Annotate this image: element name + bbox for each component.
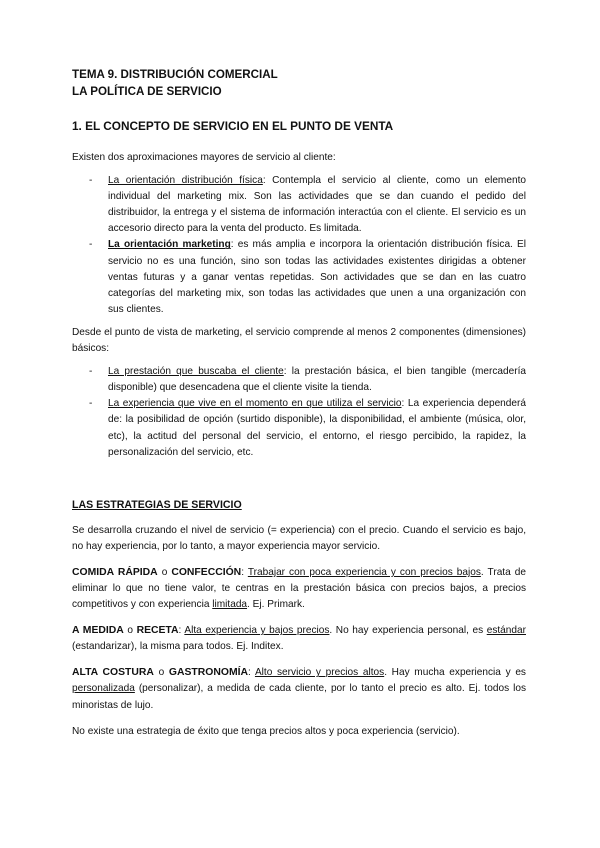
strategy-name: GASTRONOMÍA bbox=[168, 667, 248, 679]
colon: : bbox=[248, 667, 255, 679]
strategy-text: (personalizar), a medida de cada cliente, por lo tanto el precio es alto. Ej. todos los minoristas de lujo. bbox=[72, 683, 526, 711]
strategy-name: COMIDA RÁPIDA bbox=[72, 566, 158, 578]
term-physical-distribution: La orientación distribución física bbox=[108, 175, 263, 187]
term-basic-provision-text: : la prestación básica, el bien tangible (mercadería disponible) que desencadena que el cliente visite la tienda. bbox=[108, 366, 526, 394]
components-intro: Desde el punto de vista de marketing, el servicio comprende al menos 2 componentes (dimensiones) básicos: bbox=[72, 326, 526, 355]
term-marketing-orientation: La orientación marketing bbox=[108, 239, 231, 251]
strategy-fast-food bbox=[72, 565, 526, 613]
strategy-text: . Hay mucha experiencia y es bbox=[384, 667, 526, 679]
underlined-word: estándar bbox=[486, 625, 526, 637]
term-marketing-orientation-text: : es más amplia e incorpora la orientación distribución física. El servicio no es una función, sino son todas las actividades existentes dirigidas a obtener ventas futuras y a ganar ventas repetidas. Son actividades que se dan en las cuatro categorías del marketing mix, son todas las actividades que unen a una organización con sus clientes. bbox=[108, 239, 527, 315]
list-item bbox=[72, 173, 526, 237]
approaches-list bbox=[72, 173, 526, 318]
connector: o bbox=[123, 625, 137, 637]
list-dash: - bbox=[89, 366, 93, 378]
document-page bbox=[72, 66, 526, 740]
term-experience: La experiencia que vive en el momento en que utiliza el servicio bbox=[108, 398, 402, 410]
strategy-text: . Trata de eliminar lo que no tiene valor, te centras en la prestación básica con precios bajos, a precios competitivos y con experiencia bbox=[72, 566, 526, 611]
strategy-description: Alto servicio y precios altos bbox=[254, 667, 385, 679]
list-item bbox=[72, 396, 526, 460]
strategy-name: RECETA bbox=[136, 625, 179, 637]
strategy-description: Alta experiencia y bajos precios bbox=[184, 625, 330, 637]
title-line-1: TEMA 9. DISTRIBUCIÓN COMERCIAL bbox=[72, 68, 278, 81]
document-title bbox=[72, 66, 526, 100]
underlined-word: limitada bbox=[212, 599, 248, 611]
colon: : bbox=[178, 625, 185, 637]
strategy-name: CONFECCIÓN bbox=[171, 566, 242, 578]
strategies-intro: Se desarrolla cruzando el nivel de servicio (= experiencia) con el precio. Cuando el servicio es bajo, no hay experiencia, por lo tanto, a mayor experiencia mayor servicio. bbox=[72, 524, 526, 552]
list-dash: - bbox=[89, 175, 93, 187]
colon: : bbox=[241, 566, 248, 578]
strategy-custom bbox=[72, 623, 526, 655]
strategy-text: . No hay experiencia personal, es bbox=[329, 625, 487, 637]
strategy-text: (estandarizar), la misma para todos. Ej. Inditex. bbox=[72, 641, 284, 653]
list-item bbox=[72, 237, 526, 317]
strategies-title: LAS ESTRATEGIAS DE SERVICIO bbox=[72, 498, 242, 511]
approaches-intro: Existen dos aproximaciones mayores de servicio al cliente: bbox=[72, 152, 336, 163]
list-dash: - bbox=[89, 239, 93, 251]
strategy-text: . Ej. Primark. bbox=[247, 599, 305, 611]
list-dash: - bbox=[89, 398, 93, 410]
components-list bbox=[72, 364, 526, 461]
strategy-name: ALTA COSTURA bbox=[72, 667, 154, 679]
section-1-title: 1. EL CONCEPTO DE SERVICIO EN EL PUNTO DE VENTA bbox=[72, 119, 394, 133]
strategy-description: Trabajar con poca experiencia y con precios bajos bbox=[247, 566, 481, 578]
strategy-name: A MEDIDA bbox=[72, 625, 124, 637]
strategy-haute-couture bbox=[72, 665, 526, 713]
closing-statement: No existe una estrategia de éxito que tenga precios altos y poca experiencia (servicio). bbox=[72, 725, 460, 737]
title-line-2: LA POLÍTICA DE SERVICIO bbox=[72, 85, 222, 98]
term-physical-distribution-text: : Contempla el servicio al cliente, como un elemento individual del marketing mix. Son las actividades que se dan cuando el pedido del distribuidor, la entrega y el sistema de información interactúa con el cliente. El servicio es un accesorio directo para la venta del producto. Es limitada. bbox=[108, 175, 526, 235]
term-basic-provision: La prestación que buscaba el cliente bbox=[108, 366, 284, 378]
underlined-word: personalizada bbox=[72, 683, 135, 695]
list-item bbox=[72, 364, 526, 396]
connector: o bbox=[157, 566, 172, 578]
term-experience-text: : La experiencia dependerá de: la posibilidad de opción (surtido disponible), la disponibilidad, el ambiente (música, olor, etc), la actitud del personal del servicio, el entorno, el riesgo percibido, la rapidez, la personalización del servicio, etc. bbox=[108, 398, 526, 458]
connector: o bbox=[153, 667, 169, 679]
